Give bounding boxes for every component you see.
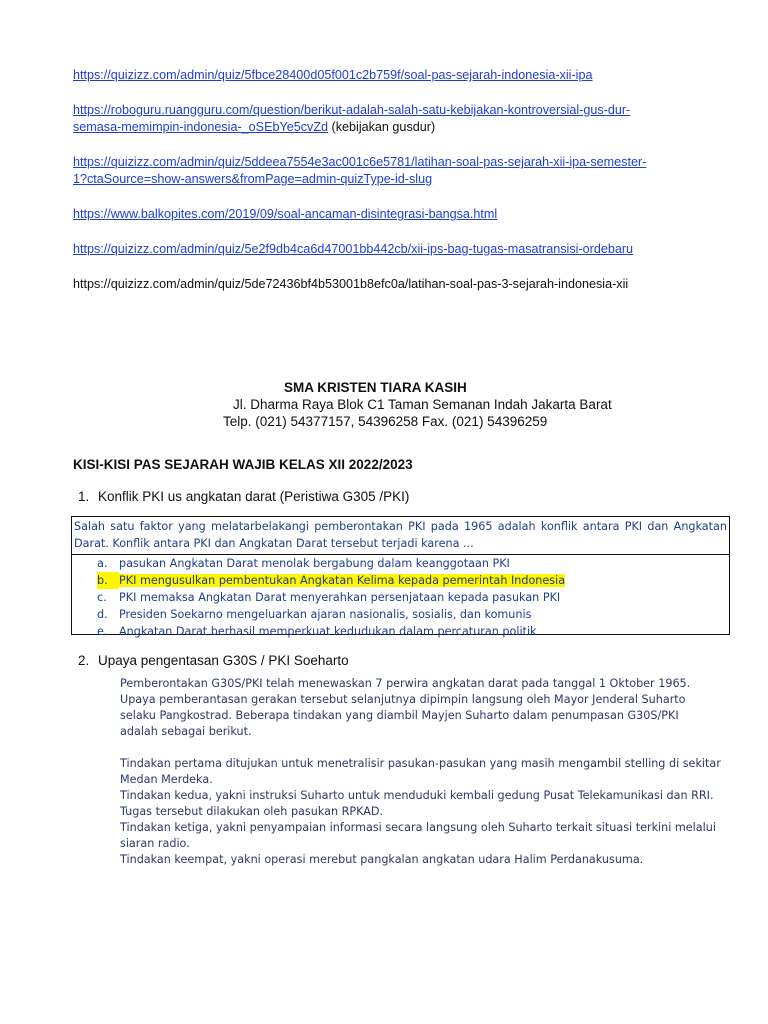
- school-phone: Telp. (021) 54377157, 54396258 Fax. (021) 54396259: [223, 414, 548, 429]
- quizizz-link-2[interactable]: [73, 155, 646, 186]
- option-text: pasukan Angkatan Darat menolak bergabung dalam keanggotaan PKI: [119, 557, 510, 570]
- quizizz-link-1[interactable]: https://quizizz.com/admin/quiz/5fbce28400d05f001c2b759f/soal-pas-sejarah-indonesia-xii-ipa: [73, 68, 593, 82]
- link-item: [73, 102, 733, 136]
- body-line: siaran radio.: [120, 837, 190, 850]
- option-text: Angkatan Darat berhasil memperkuat kedudukan dalam percaturan politik: [119, 625, 537, 638]
- link-item: [73, 154, 733, 188]
- option-letter: e.: [97, 625, 108, 638]
- body-line: Tindakan pertama ditujukan untuk menetralisir pasukan-pasukan yang masih mengambil stelling di sekitar: [120, 757, 721, 770]
- option-text: PKI memaksa Angkatan Darat menyerahkan persenjataan kepada pasukan PKI: [119, 591, 561, 604]
- item-heading-2: [78, 653, 349, 668]
- option-letter: d.: [97, 608, 108, 621]
- question-1-options: [72, 555, 729, 640]
- question-1-text: Salah satu faktor yang melatarbelakangi pemberontakan PKI pada 1965 adalah konflik antara PKI dan Angkatan Darat. Konflik antara PKI dan Angkatan Darat tersebut terjadi karena ...: [72, 517, 729, 555]
- body-line: Medan Merdeka.: [120, 773, 213, 786]
- link-item: [73, 241, 733, 258]
- link-line-1: https://quizizz.com/admin/quiz/5ddeea7554e3ac001c6e5781/latihan-soal-pas-sejarah-xii-ipa-semester-: [73, 155, 647, 169]
- body-line: Tindakan ketiga, yakni penyampaian informasi secara langsung oleh Suharto terkait situasi terkini melalui: [120, 821, 716, 834]
- link-line-1: https://roboguru.ruangguru.com/question/berikut-adalah-salah-satu-kebijakan-kontroversial-gus-dur-: [73, 103, 631, 117]
- link-item: [73, 67, 733, 84]
- quizizz-link-3[interactable]: https://quizizz.com/admin/quiz/5e2f9db4ca6d47001bb442cb/xii-ips-bag-tugas-masatransisi-ordebaru: [73, 242, 634, 256]
- school-address: Jl. Dharma Raya Blok C1 Taman Semanan Indah Jakarta Barat: [233, 397, 612, 412]
- item-number: 2.: [78, 653, 90, 668]
- item-heading-text: Konflik PKI us angkatan darat (Peristiwa G305 /PKI): [98, 489, 410, 504]
- body-line: selaku Pangkostrad. Beberapa tindakan yang diambil Mayjen Suharto dalam penumpasan G30S/PKI: [120, 709, 679, 722]
- option-letter: a.: [97, 557, 108, 570]
- link-item: [73, 276, 733, 293]
- school-name: SMA KRISTEN TIARA KASIH: [284, 380, 467, 395]
- option-c: [97, 589, 729, 606]
- option-text-highlighted: PKI mengusulkan pembentukan Angkatan Kelima kepada pemerintah Indonesia: [119, 574, 566, 587]
- answer-2-body: [120, 676, 740, 868]
- body-line: Upaya pemberantasan gerakan tersebut selanjutnya dipimpin langsung oleh Mayor Jenderal Suharto: [120, 693, 686, 706]
- link-line-2: semasa-memimpin-indonesia-_oSEbYe5cvZd: [73, 120, 329, 134]
- option-d: [97, 606, 729, 623]
- document-title: KISI-KISI PAS SEJARAH WAJIB KELAS XII 2022/2023: [73, 457, 413, 472]
- body-line: Tindakan keempat, yakni operasi merebut pangkalan angkatan udara Halim Perdanakusuma.: [120, 853, 644, 866]
- option-a: [97, 555, 729, 572]
- plain-url-text: https://quizizz.com/admin/quiz/5de72436bf4b53001b8efc0a/latihan-soal-pas-3-sejarah-indonesia-xii: [73, 277, 629, 291]
- link-item: [73, 206, 733, 223]
- option-letter: c.: [97, 591, 107, 604]
- reference-links: [73, 67, 733, 311]
- option-letter: b.: [97, 572, 119, 589]
- option-b: [97, 572, 729, 589]
- question-1-box: [71, 516, 730, 638]
- balkopites-link[interactable]: https://www.balkopites.com/2019/09/soal-ancaman-disintegrasi-bangsa.html: [73, 207, 498, 221]
- item-number: 1.: [78, 489, 90, 504]
- item-heading-text: Upaya pengentasan G30S / PKI Soeharto: [98, 653, 349, 668]
- body-line: Tindakan kedua, yakni instruksi Suharto untuk menduduki kembali gedung Pusat Telekamunikasi dan RRI.: [120, 789, 714, 802]
- item-heading-1: [78, 489, 409, 504]
- link-line-2: 1?ctaSource=show-answers&fromPage=admin-quizType-id-slug: [73, 172, 433, 186]
- paragraph-gap: [120, 740, 740, 756]
- link-note: (kebijakan gusdur): [328, 120, 436, 134]
- option-e: [97, 623, 729, 640]
- body-line: Tugas tersebut dilakukan oleh pasukan RPKAD.: [120, 805, 384, 818]
- option-text: Presiden Soekarno mengeluarkan ajaran nasionalis, sosialis, dan komunis: [119, 608, 532, 621]
- body-line: Pemberontakan G30S/PKI telah menewaskan 7 perwira angkatan darat pada tanggal 1 Oktober 1965.: [120, 677, 691, 690]
- body-line: adalah sebagai berikut.: [120, 725, 252, 738]
